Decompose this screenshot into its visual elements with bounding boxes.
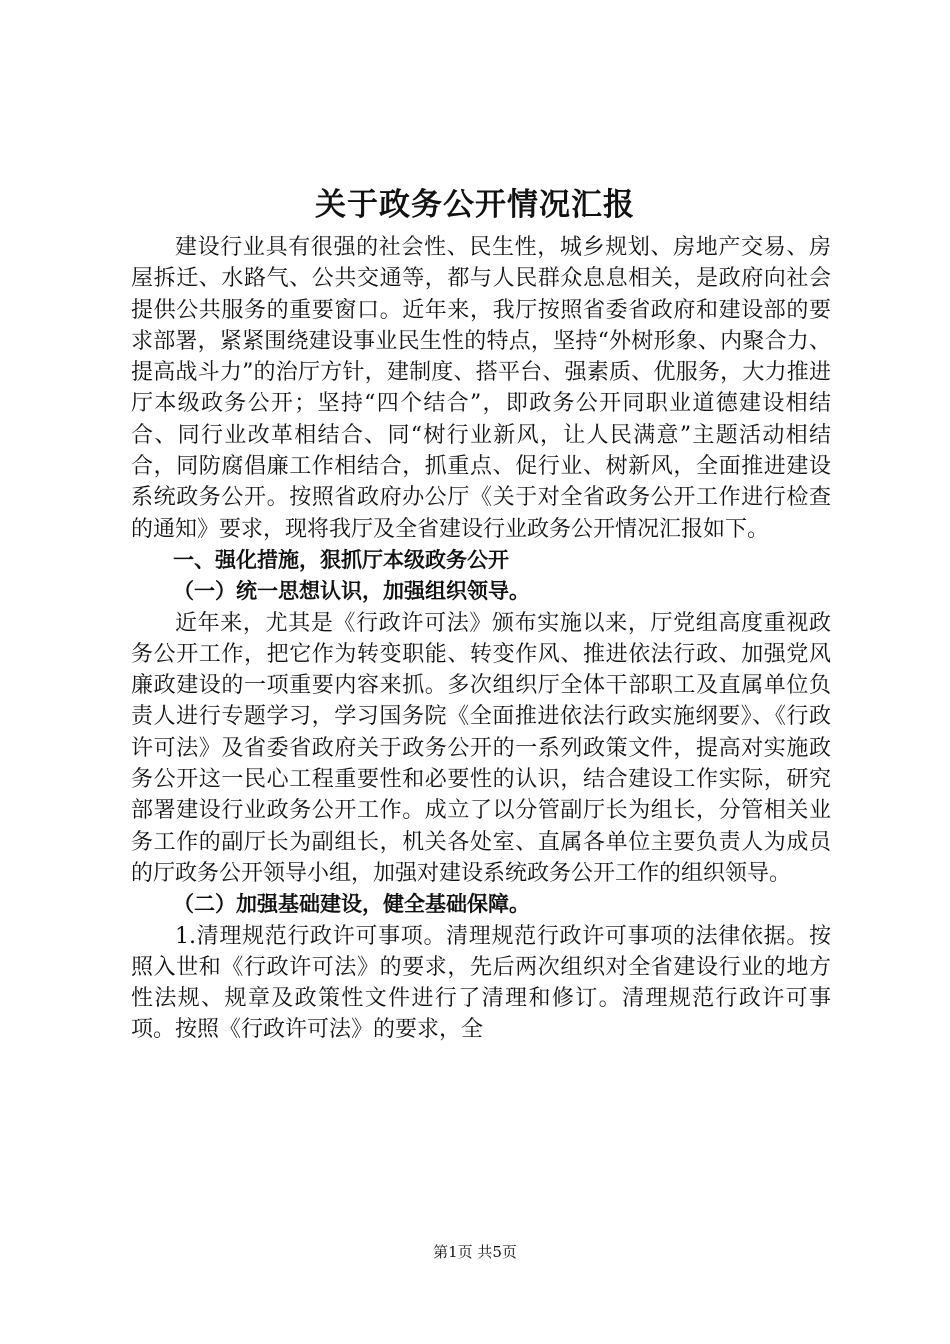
page-number-footer: 第1页 共5页	[433, 1243, 517, 1261]
body-paragraph-2: 1.清理规范行政许可事项。清理规范行政许可事项的法律依据。按照入世和《行政许可法》的要求，先后两次组织对全省建设行业的地方性法规、规章及政策性文件进行了清理和修订。清理规范行政许可事项。按照《行政许可法》的要求，全	[131, 923, 831, 1043]
document-title: 关于政务公开情况汇报	[315, 187, 635, 223]
document-body	[131, 232, 831, 1046]
subsection-heading-1: （一）统一思想认识，加强组织领导。	[173, 579, 530, 604]
section-heading-1: 一、强化措施，狠抓厅本级政务公开	[173, 547, 509, 572]
body-paragraph-1: 近年来，尤其是《行政许可法》颁布实施以来，厅党组高度重视政务公开工作，把它作为转变职能、转变作风、推进依法行政、加强党风廉政建设的一项重要内容来抓。多次组织厅全体干部职工及直属单位负责人进行专题学习，学习国务院《全面推进依法行政实施纲要》、《行政许可法》及省委省政府关于政务公开的一系列政策文件，提高对实施政务公开这一民心工程重要性和必要性的认识，结合建设工作实际，研究部署建设行业政务公开工作。成立了以分管副厅长为组长，分管相关业务工作的副厅长为副组长，机关各处室、直属各单位主要负责人为成员的厅政务公开领导小组，加强对建设系统政务公开工作的组织领导。	[131, 610, 831, 886]
intro-paragraph: 建设行业具有很强的社会性、民生性，城乡规划、房地产交易、房屋拆迁、水路气、公共交通等，都与人民群众息息相关，是政府向社会提供公共服务的重要窗口。近年来，我厅按照省委省政府和建设部的要求部署，紧紧围绕建设事业民生性的特点，坚持“外树形象、内聚合力、提高战斗力”的治厅方针，建制度、搭平台、强素质、优服务，大力推进厅本级政务公开；坚持“四个结合”，即政务公开同职业道德建设相结合、同行业改革相结合、同“树行业新风，让人民满意”主题活动相结合，同防腐倡廉工作相结合，抓重点、促行业、树新风，全面推进建设系统政务公开。按照省政府办公厅《关于对全省政务公开工作进行检查的通知》要求，现将我厅及全省建设行业政务公开情况汇报如下。	[131, 235, 831, 542]
subsection-heading-2: （二）加强基础建设，健全基础保障。	[173, 892, 530, 917]
